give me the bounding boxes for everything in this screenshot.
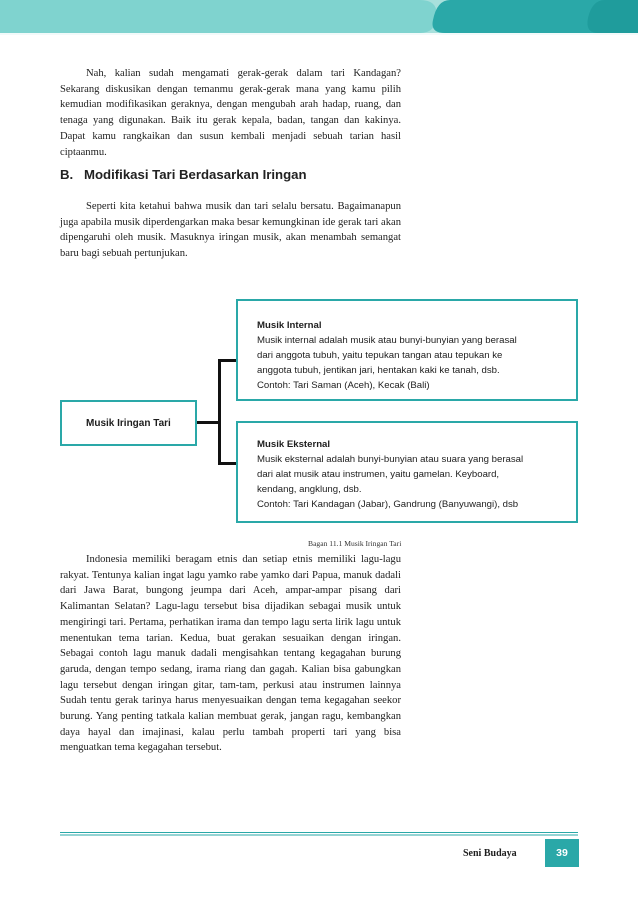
external-line: kendang, angklung, dsb. <box>257 484 362 495</box>
intro-paragraph: Nah, kalian sudah mengamati gerak-gerak dalam tari Kandagan? Sekarang diskusikan dengan temanmu gerak-gerak mana yang kamu pilih kemudian modifikasikan geraknya, dengan mengubah arah hadap, ruang, dan tenaga yang digunakan. Baik itu gerak kepala, badan, tangan dan kakinya. Dapat kamu rangkaikan dan susun kembali menjadi sebuah tarian hasil ciptaanmu. <box>60 68 401 158</box>
page-number: 39 <box>545 839 579 867</box>
section-number: B. <box>60 167 74 182</box>
closing-paragraph: Indonesia memiliki beragam etnis dan setiap etnis memiliki lagu-lagu rakyat. Tentunya kalian ingat lagu yamko rabe yamko dari Papua, manuk dadali dari Jawa Barat, bungong jeumpa dari Aceh, ampar-ampar pisang dari Kalimantan Selatan? Lagu-lagu tersebut bisa dijadikan sebagai musik untuk mengiringi tari. Pertama, perhatikan irama dan tempo lagu serta lirik lagu untuk menentukan tema tarian. Kedua, buat gerakan sesuaikan dengan iringan. Sebagai contoh lagu manuk dadali mengisahkan tentang kegagahan burung garuda, dengan tempo sedang, irama riang dan gagah. Kalian bisa gabungkan lagu tersebut dengan iringan gitar, tam-tam, perkusi atau instrumen lainnya Sudah tentu gerak tarinya harus menyesuaikan dengan tema kegagahan seekor burung. Yang penting tatkala kalian membuat gerak, jangan ragu, kembangkan daya hayal dan imajinasi, kalau perlu tambah properti tari yang bisa menguatkan tema kegagahan tersebut. <box>60 554 401 754</box>
diagram-root-label: Musik Iringan Tari <box>86 418 171 429</box>
diagram-internal-box <box>236 299 578 401</box>
section-paragraph: Seperti kita ketahui bahwa musik dan tari selalu bersatu. Bagaimanapun juga apabila musik diperdengarkan maka besar kemungkinan ide gerak tari akan dipengaruhi oleh musik. Masuknya iringan musik, akan menambah semangat baru bagi sebuah pertunjukan. <box>60 201 401 260</box>
external-line: dari alat musik atau instrumen, yaitu gamelan. Keyboard, <box>257 469 500 480</box>
internal-example: Contoh: Tari Saman (Aceh), Kecak (Bali) <box>257 380 430 391</box>
header-band-shape <box>0 0 638 35</box>
external-line: Musik eksternal adalah bunyi-bunyian atau suara yang berasal <box>257 454 524 465</box>
internal-line: anggota tubuh, jentikan jari, hentakan kaki ke tanah, dsb. <box>257 365 500 376</box>
internal-title: Musik Internal <box>257 320 322 331</box>
diagram-external-box <box>236 421 578 523</box>
section-title: Modifikasi Tari Berdasarkan Iringan <box>84 167 307 182</box>
external-example: Contoh: Tari Kandagan (Jabar), Gandrung (Banyuwangi), dsb <box>257 499 519 510</box>
diagram-root-box <box>60 400 197 446</box>
footer-book-title: Seni Budaya <box>463 848 517 859</box>
diagram-caption: Bagan 11.1 Musik Iringan Tari <box>308 539 402 548</box>
section-body <box>60 199 401 262</box>
connector-root-stem <box>197 421 219 424</box>
footer-rule <box>60 832 578 836</box>
internal-line: Musik internal adalah musik atau bunyi-bunyian yang berasal <box>257 335 517 346</box>
header-decoration-band <box>0 0 638 35</box>
intro-text <box>60 66 401 160</box>
section-heading <box>60 167 307 182</box>
connector-bottom-branch <box>218 462 236 465</box>
connector-vertical <box>218 359 221 465</box>
connector-top-branch <box>218 359 236 362</box>
closing-text <box>60 552 401 756</box>
external-title: Musik Eksternal <box>257 439 331 450</box>
internal-line: dari anggota tubuh, yaitu tepukan tangan atau tepukan ke <box>257 350 503 361</box>
